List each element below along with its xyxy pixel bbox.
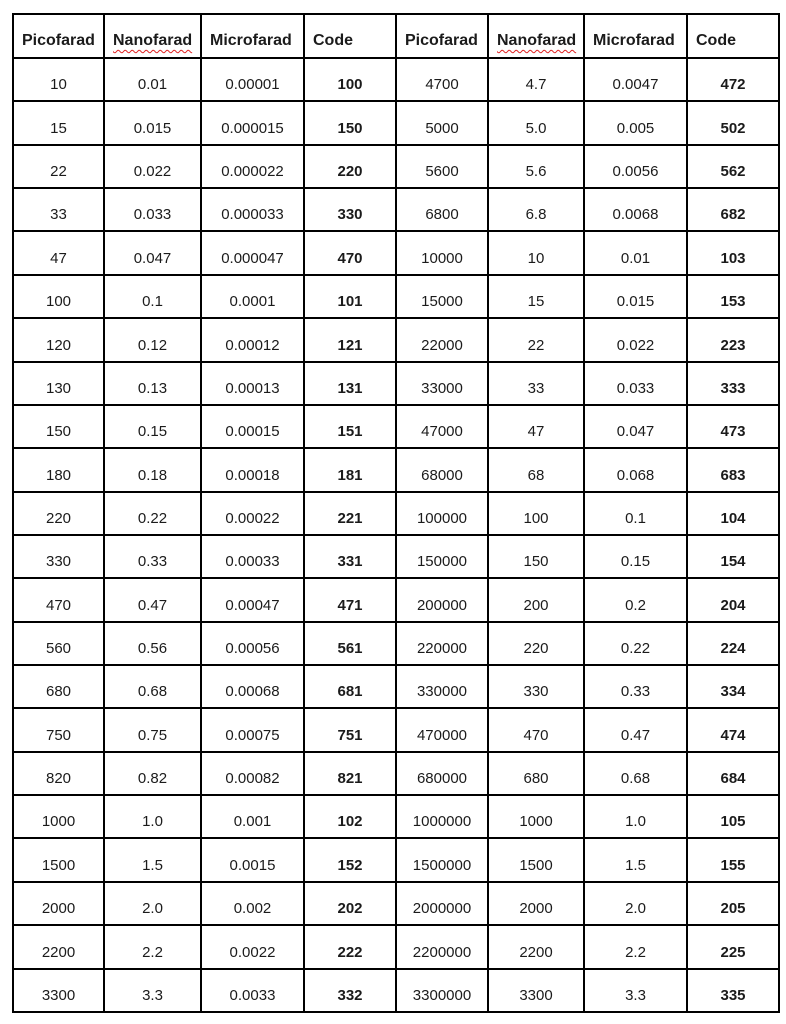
table-cell: 2000 xyxy=(488,882,584,925)
table-cell: 200000 xyxy=(396,578,488,621)
table-cell: 205 xyxy=(687,882,779,925)
table-cell: 22000 xyxy=(396,318,488,361)
table-cell: 200 xyxy=(488,578,584,621)
table-cell: 750 xyxy=(13,708,104,751)
table-cell: 104 xyxy=(687,492,779,535)
table-row xyxy=(13,145,779,188)
table-cell: 10 xyxy=(488,231,584,274)
table-row xyxy=(13,578,779,621)
table-cell: 10 xyxy=(13,58,104,101)
table-cell: 332 xyxy=(304,969,396,1012)
table-cell: 2.2 xyxy=(584,925,687,968)
table-cell: 470 xyxy=(13,578,104,621)
table-cell: 2.0 xyxy=(104,882,201,925)
table-cell: 0.22 xyxy=(104,492,201,535)
table-cell: 0.01 xyxy=(584,231,687,274)
table-cell: 0.00047 xyxy=(201,578,304,621)
table-cell: 220 xyxy=(488,622,584,665)
table-cell: 2200000 xyxy=(396,925,488,968)
table-cell: 470 xyxy=(304,231,396,274)
table-cell: 1500 xyxy=(13,838,104,881)
table-cell: 0.0001 xyxy=(201,275,304,318)
table-cell: 680 xyxy=(13,665,104,708)
column-header-picofarad-right xyxy=(396,14,488,58)
table-cell: 0.00056 xyxy=(201,622,304,665)
table-cell: 0.033 xyxy=(104,188,201,231)
table-cell: 751 xyxy=(304,708,396,751)
table-cell: 562 xyxy=(687,145,779,188)
table-cell: 1.0 xyxy=(104,795,201,838)
table-cell: 6800 xyxy=(396,188,488,231)
table-cell: 100 xyxy=(304,58,396,101)
table-cell: 103 xyxy=(687,231,779,274)
table-cell: 470 xyxy=(488,708,584,751)
table-cell: 223 xyxy=(687,318,779,361)
table-cell: 0.001 xyxy=(201,795,304,838)
table-cell: 1.5 xyxy=(104,838,201,881)
table-cell: 105 xyxy=(687,795,779,838)
table-cell: 330 xyxy=(13,535,104,578)
table-cell: 330000 xyxy=(396,665,488,708)
table-cell: 0.015 xyxy=(104,101,201,144)
table-cell: 5.0 xyxy=(488,101,584,144)
table-cell: 0.00018 xyxy=(201,448,304,491)
table-cell: 330 xyxy=(304,188,396,231)
table-cell: 2.0 xyxy=(584,882,687,925)
table-cell: 0.00022 xyxy=(201,492,304,535)
header-label-misspelled: Nanofarad xyxy=(113,32,193,49)
table-row xyxy=(13,925,779,968)
table-cell: 0.1 xyxy=(584,492,687,535)
table-cell: 151 xyxy=(304,405,396,448)
table-cell: 4.7 xyxy=(488,58,584,101)
table-cell: 22 xyxy=(488,318,584,361)
table-row xyxy=(13,405,779,448)
table-cell: 0.2 xyxy=(584,578,687,621)
header-label: Picofarad xyxy=(405,32,478,49)
column-header-code-left xyxy=(304,14,396,58)
table-cell: 1.0 xyxy=(584,795,687,838)
table-cell: 0.33 xyxy=(104,535,201,578)
table-cell: 150 xyxy=(304,101,396,144)
table-cell: 6.8 xyxy=(488,188,584,231)
table-cell: 0.022 xyxy=(584,318,687,361)
table-cell: 474 xyxy=(687,708,779,751)
table-cell: 0.47 xyxy=(584,708,687,751)
table-cell: 0.22 xyxy=(584,622,687,665)
table-cell: 0.002 xyxy=(201,882,304,925)
table-row xyxy=(13,362,779,405)
table-cell: 1000 xyxy=(488,795,584,838)
table-cell: 680 xyxy=(488,752,584,795)
column-header-picofarad-left xyxy=(13,14,104,58)
table-cell: 4700 xyxy=(396,58,488,101)
table-cell: 0.1 xyxy=(104,275,201,318)
table-cell: 0.15 xyxy=(104,405,201,448)
table-row xyxy=(13,838,779,881)
header-label: Code xyxy=(313,32,353,49)
table-cell: 0.0015 xyxy=(201,838,304,881)
table-cell: 684 xyxy=(687,752,779,795)
table-cell: 561 xyxy=(304,622,396,665)
table-cell: 2.2 xyxy=(104,925,201,968)
column-header-code-right xyxy=(687,14,779,58)
table-row xyxy=(13,492,779,535)
table-cell: 220 xyxy=(304,145,396,188)
table-cell: 100000 xyxy=(396,492,488,535)
table-cell: 1500000 xyxy=(396,838,488,881)
table-cell: 180 xyxy=(13,448,104,491)
table-cell: 0.0068 xyxy=(584,188,687,231)
table-cell: 3300000 xyxy=(396,969,488,1012)
table-cell: 472 xyxy=(687,58,779,101)
header-label: Microfarad xyxy=(593,32,675,49)
table-cell: 0.033 xyxy=(584,362,687,405)
table-row xyxy=(13,969,779,1012)
table-cell: 681 xyxy=(304,665,396,708)
table-row xyxy=(13,448,779,491)
table-row xyxy=(13,101,779,144)
table-cell: 154 xyxy=(687,535,779,578)
table-cell: 0.13 xyxy=(104,362,201,405)
table-cell: 100 xyxy=(488,492,584,535)
table-cell: 331 xyxy=(304,535,396,578)
table-cell: 1000 xyxy=(13,795,104,838)
table-cell: 130 xyxy=(13,362,104,405)
table-cell: 333 xyxy=(687,362,779,405)
table-cell: 0.00012 xyxy=(201,318,304,361)
column-header-microfarad-left xyxy=(201,14,304,58)
table-cell: 150 xyxy=(13,405,104,448)
table-cell: 1000000 xyxy=(396,795,488,838)
table-cell: 222 xyxy=(304,925,396,968)
table-row xyxy=(13,882,779,925)
table-row xyxy=(13,231,779,274)
table-cell: 33 xyxy=(13,188,104,231)
table-cell: 47000 xyxy=(396,405,488,448)
column-header-microfarad-right xyxy=(584,14,687,58)
table-cell: 5600 xyxy=(396,145,488,188)
table-row xyxy=(13,622,779,665)
table-row xyxy=(13,752,779,795)
table-cell: 0.047 xyxy=(104,231,201,274)
table-cell: 0.015 xyxy=(584,275,687,318)
table-cell: 101 xyxy=(304,275,396,318)
table-cell: 47 xyxy=(13,231,104,274)
table-cell: 47 xyxy=(488,405,584,448)
table-cell: 0.12 xyxy=(104,318,201,361)
table-cell: 0.0056 xyxy=(584,145,687,188)
table-cell: 202 xyxy=(304,882,396,925)
table-cell: 2000 xyxy=(13,882,104,925)
table-cell: 0.47 xyxy=(104,578,201,621)
table-body xyxy=(13,58,779,1012)
table-cell: 181 xyxy=(304,448,396,491)
table-cell: 0.047 xyxy=(584,405,687,448)
table-cell: 0.000015 xyxy=(201,101,304,144)
table-row xyxy=(13,275,779,318)
header-row xyxy=(13,14,779,58)
table-cell: 155 xyxy=(687,838,779,881)
table-cell: 3300 xyxy=(488,969,584,1012)
table-cell: 15 xyxy=(13,101,104,144)
table-cell: 33000 xyxy=(396,362,488,405)
table-cell: 0.00082 xyxy=(201,752,304,795)
table-cell: 22 xyxy=(13,145,104,188)
table-cell: 560 xyxy=(13,622,104,665)
table-cell: 471 xyxy=(304,578,396,621)
table-cell: 3300 xyxy=(13,969,104,1012)
table-cell: 0.33 xyxy=(584,665,687,708)
table-cell: 683 xyxy=(687,448,779,491)
table-cell: 0.000022 xyxy=(201,145,304,188)
table-row xyxy=(13,58,779,101)
table-cell: 0.00013 xyxy=(201,362,304,405)
table-cell: 150 xyxy=(488,535,584,578)
table-cell: 0.82 xyxy=(104,752,201,795)
table-cell: 221 xyxy=(304,492,396,535)
column-header-nanofarad-left xyxy=(104,14,201,58)
table-row xyxy=(13,708,779,751)
table-cell: 152 xyxy=(304,838,396,881)
table-cell: 0.15 xyxy=(584,535,687,578)
table-cell: 0.01 xyxy=(104,58,201,101)
table-cell: 0.75 xyxy=(104,708,201,751)
table-cell: 3.3 xyxy=(584,969,687,1012)
table-cell: 68000 xyxy=(396,448,488,491)
table-cell: 334 xyxy=(687,665,779,708)
table-cell: 10000 xyxy=(396,231,488,274)
table-cell: 0.00001 xyxy=(201,58,304,101)
table-cell: 682 xyxy=(687,188,779,231)
table-cell: 33 xyxy=(488,362,584,405)
table-cell: 0.022 xyxy=(104,145,201,188)
table-cell: 120 xyxy=(13,318,104,361)
table-cell: 150000 xyxy=(396,535,488,578)
table-row xyxy=(13,665,779,708)
table-cell: 2000000 xyxy=(396,882,488,925)
table-cell: 15 xyxy=(488,275,584,318)
table-cell: 0.00015 xyxy=(201,405,304,448)
table-cell: 131 xyxy=(304,362,396,405)
table-cell: 0.000047 xyxy=(201,231,304,274)
table-cell: 470000 xyxy=(396,708,488,751)
table-cell: 473 xyxy=(687,405,779,448)
table-cell: 220 xyxy=(13,492,104,535)
table-cell: 1.5 xyxy=(584,838,687,881)
table-cell: 121 xyxy=(304,318,396,361)
table-cell: 0.00033 xyxy=(201,535,304,578)
table-cell: 3.3 xyxy=(104,969,201,1012)
table-cell: 820 xyxy=(13,752,104,795)
table-cell: 153 xyxy=(687,275,779,318)
table-cell: 0.0033 xyxy=(201,969,304,1012)
table-cell: 68 xyxy=(488,448,584,491)
table-cell: 1500 xyxy=(488,838,584,881)
table-cell: 0.0022 xyxy=(201,925,304,968)
table-row xyxy=(13,188,779,231)
table-cell: 821 xyxy=(304,752,396,795)
table-cell: 0.68 xyxy=(104,665,201,708)
table-cell: 204 xyxy=(687,578,779,621)
table-cell: 15000 xyxy=(396,275,488,318)
table-cell: 330 xyxy=(488,665,584,708)
table-cell: 100 xyxy=(13,275,104,318)
header-label: Code xyxy=(696,32,736,49)
table-cell: 5.6 xyxy=(488,145,584,188)
table-cell: 680000 xyxy=(396,752,488,795)
capacitor-code-table xyxy=(12,13,780,1013)
header-label-misspelled: Nanofarad xyxy=(497,32,577,49)
header-label: Picofarad xyxy=(22,32,95,49)
table-cell: 2200 xyxy=(488,925,584,968)
table-cell: 502 xyxy=(687,101,779,144)
column-header-nanofarad-right xyxy=(488,14,584,58)
table-cell: 224 xyxy=(687,622,779,665)
table-cell: 2200 xyxy=(13,925,104,968)
table-cell: 5000 xyxy=(396,101,488,144)
table-cell: 0.00068 xyxy=(201,665,304,708)
table-cell: 220000 xyxy=(396,622,488,665)
table-cell: 0.68 xyxy=(584,752,687,795)
table-cell: 0.18 xyxy=(104,448,201,491)
table-row xyxy=(13,795,779,838)
table-cell: 335 xyxy=(687,969,779,1012)
table-row xyxy=(13,535,779,578)
table-row xyxy=(13,318,779,361)
table-cell: 0.00075 xyxy=(201,708,304,751)
table-cell: 225 xyxy=(687,925,779,968)
table-cell: 0.068 xyxy=(584,448,687,491)
table-cell: 0.000033 xyxy=(201,188,304,231)
table-cell: 0.56 xyxy=(104,622,201,665)
table-cell: 102 xyxy=(304,795,396,838)
table-cell: 0.0047 xyxy=(584,58,687,101)
header-label: Microfarad xyxy=(210,32,292,49)
table-cell: 0.005 xyxy=(584,101,687,144)
